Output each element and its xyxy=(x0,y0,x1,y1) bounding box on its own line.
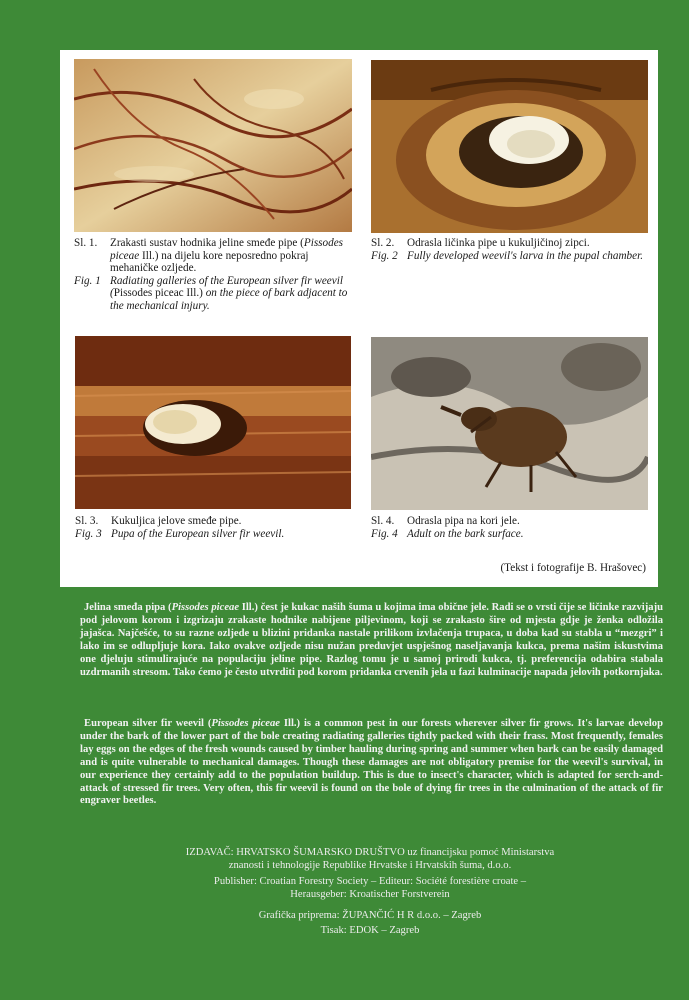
footer-line: IZDAVAČ: HRVATSKO ŠUMARSKO DRUŠTVO uz financijsku pomoć Ministarstva xyxy=(185,847,555,858)
species-name: Pissodes piceae xyxy=(211,718,280,729)
caption-text: Odrasla ličinka pipe u kukuljičinoj zipci. xyxy=(407,237,590,249)
paragraph-croatian xyxy=(80,602,663,679)
caption-label: Sl. 3. xyxy=(75,515,99,527)
footer-line: znanosti i tehnologije Republike Hrvatske i Hrvatskih šuma, d.o.o. xyxy=(228,860,512,871)
publisher-croatian xyxy=(140,846,600,872)
caption-figure-3 xyxy=(75,515,355,540)
caption-text: Ill.) na dijelu kore neposredno pokraj mehaničke ozljede. xyxy=(110,249,309,275)
caption-label-en: Fig. 1 xyxy=(74,274,101,287)
caption-label: Sl. 1. xyxy=(74,237,98,249)
paragraph-text: Ill.) is a common pest in our forests wherever silver fir grows. It's larvae develop under the bark of the lower part of the bole creating radiating galleries tightly packed with their frass. Most frequently, females lay eggs on the edges of the fresh wounds caused by timber hauling during spring and summer when bark can be easily damaged and is quite vulnerable to mechanical damages. Though these damages are not obligatory premise for the weevil's survival, in our experience they certainly add to the population buildup. This is due to insect's character, which is adapted for serch-and-attack of stressed fir trees. Very often, this fir weevil is found on the bole of dying fir trees in the culmination of the attack of fir engraver beetles. xyxy=(80,718,663,807)
caption-figure-4 xyxy=(371,515,651,540)
caption-figure-1 xyxy=(74,237,354,313)
printer: Tisak: EDOK – Zagreb xyxy=(320,925,420,936)
species-name: Pissodes piceae xyxy=(110,237,344,262)
photo-pupa xyxy=(75,336,351,509)
caption-label: Sl. 2. xyxy=(371,237,395,249)
paragraph-text: European silver fir weevil ( xyxy=(84,718,212,729)
caption-text: Odrasla pipa na kori jele. xyxy=(407,515,520,527)
caption-text-en: Pupa of the European silver fir weevil. xyxy=(111,527,285,540)
caption-label-en: Fig. 2 xyxy=(371,249,398,262)
photo-credit: (Tekst i fotografije B. Hrašovec) xyxy=(500,562,646,574)
paragraph-english xyxy=(80,718,663,808)
species-name-en: Pissodes piceac Ill.) xyxy=(113,287,203,300)
caption-text: Kukuljica jelove smeđe pipe. xyxy=(111,515,242,527)
graphic-prep: Grafička priprema: ŽUPANČIĆ H R d.o.o. – Zagreb xyxy=(258,910,482,921)
caption-text-en: Fully developed weevil's larva in the pupal chamber. xyxy=(407,249,644,262)
footer-line: Herausgeber: Kroatischer Forstverein xyxy=(290,889,450,900)
paragraph-text: Ill.) čest je kukac naših šuma u kojima ima obične jele. Radi se o vrsti čije se ličinke razvijaju pod jelovom korom i izgrizaju zrakaste hodnike nabijene piljevinom, koji se zrakasto šire od mjesta gdje je ženka odložila jajašca. Najčešće, to su razne ozljede u blizini pridanka nastale prilikom izvlačenja trupaca, u doba kad su stabla u “mezgri” i lako im se odlupljuje kora. Iako ovakve ozljede nisu nužan preduvjet uspješnog naseljavanja kukca, prema našim iskustvima one djeluju stimulirajuće na populaciju jeline pipe. Razlog tomu je u samoj prirodi kukca, tj. preferencija odabira stabala uzdrmanih stresom. Tako ćemo je često utvrditi pod korom pridanka crvenih jela u fazi kulminacije napada jelovih potkornjaka. xyxy=(80,602,663,678)
photo-bark-galleries xyxy=(74,59,352,232)
species-name: Pissodes piceae xyxy=(171,602,240,613)
caption-label: Sl. 4. xyxy=(371,515,395,527)
footer-line: Publisher: Croatian Forestry Society – Editeur: Société forestière croate – xyxy=(213,876,527,887)
photo-larva-pupal-chamber xyxy=(371,60,648,233)
caption-text-en: Radiating galleries of the European silver fir weevil ( xyxy=(110,274,343,300)
caption-label-en: Fig. 3 xyxy=(75,527,102,540)
publisher-multilingual xyxy=(140,875,600,901)
caption-text-en: on the piece of bark adjacent to the mechanical injury. xyxy=(110,287,348,312)
caption-text: Zrakasti sustav hodnika jeline smeđe pipe ( xyxy=(110,237,304,249)
photo-adult-weevil xyxy=(371,337,648,510)
caption-text-en: Adult on the bark surface. xyxy=(407,527,524,540)
caption-label-en: Fig. 4 xyxy=(371,527,398,540)
paragraph-text: Jelina smeđa pipa ( xyxy=(84,602,172,613)
caption-figure-2 xyxy=(371,237,651,262)
figure-panel xyxy=(60,50,658,587)
